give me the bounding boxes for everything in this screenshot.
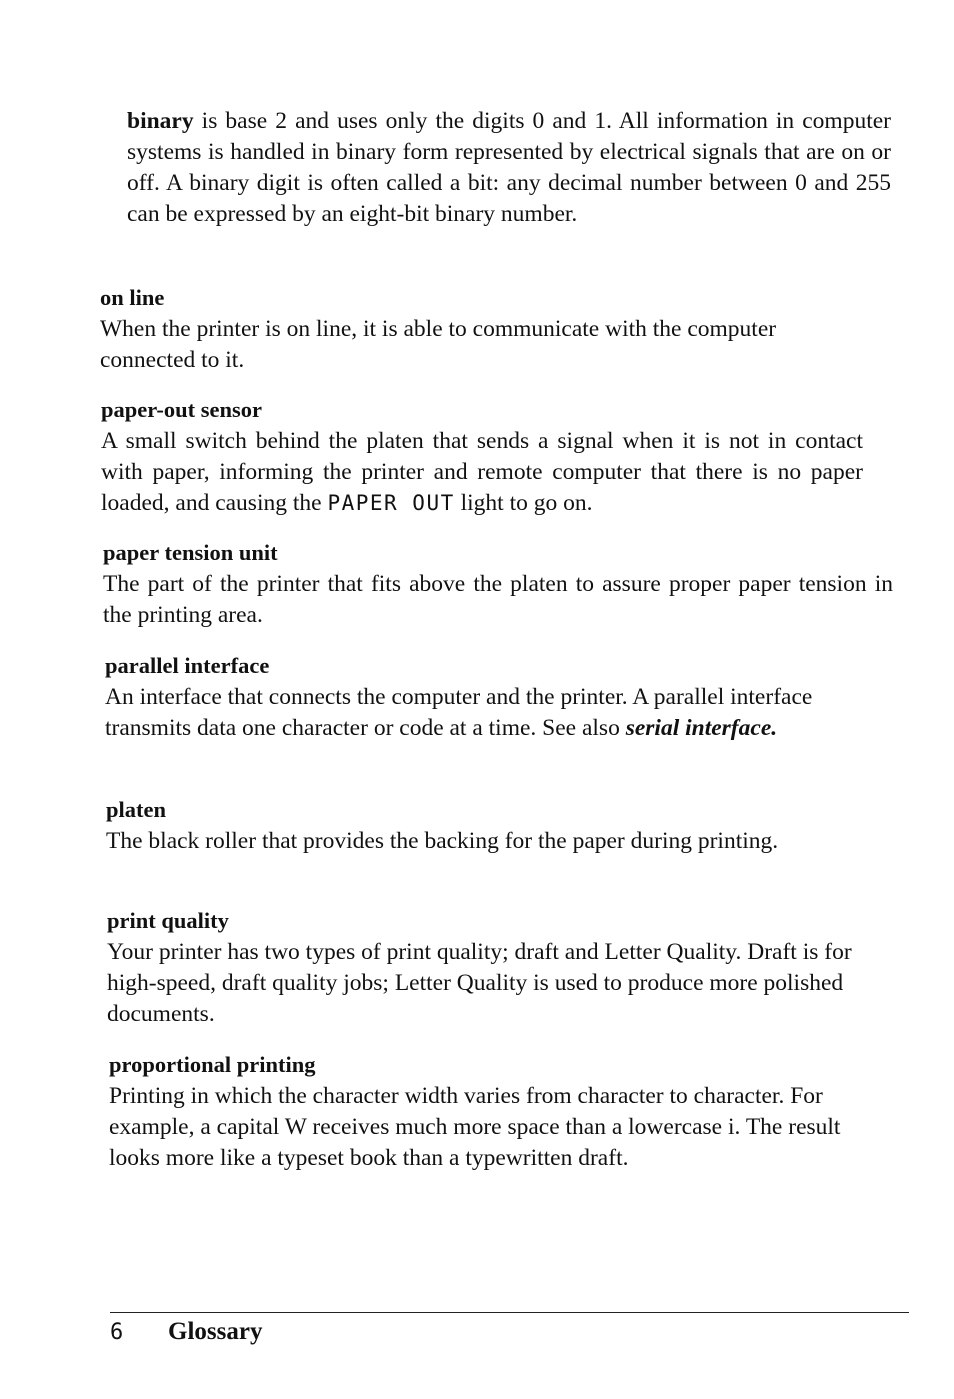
paper-out-light-label: PAPER OUT xyxy=(327,491,455,515)
entry-definition xyxy=(101,426,863,519)
entry-definition: The part of the printer that fits above the platen to assure proper paper tension in the printing area. xyxy=(103,571,893,628)
binary-entry-continuation xyxy=(127,106,891,230)
definition-text: light to go on. xyxy=(454,490,593,516)
glossary-entry-paper-out-sensor xyxy=(101,396,863,519)
glossary-entry-print-quality xyxy=(107,907,877,1030)
entry-definition: The black roller that provides the backing for the paper during printing. xyxy=(106,828,779,854)
entry-definition: Your printer has two types of print quality; draft and Letter Quality. Draft is for high-speed, draft quality jobs; Letter Quality is used to produce more polished documents. xyxy=(107,939,852,1027)
entry-term: parallel interface xyxy=(105,653,270,678)
glossary-entry-on-line xyxy=(100,284,800,376)
glossary-entry-parallel-interface xyxy=(105,652,887,744)
definition-text: An interface that connects the computer and the printer. A parallel interface transmits data one character or code at a time. See also xyxy=(105,684,813,741)
section-title: Glossary xyxy=(168,1318,263,1345)
see-also-reference: serial interface. xyxy=(625,715,778,741)
glossary-entry-proportional-printing xyxy=(109,1051,884,1174)
entry-term: print quality xyxy=(107,908,229,933)
entry-definition: Printing in which the character width varies from character to character. For example, a capital W receives much more space than a lowercase i. The result looks more like a typeset book than a typewritten draft. xyxy=(109,1083,841,1171)
entry-term: proportional printing xyxy=(109,1052,316,1077)
definition-text: A small switch behind the platen that sends a signal when it is not in contact with paper, informing the printer and remote computer that there is no paper loaded, and causing the xyxy=(101,428,863,516)
footer-divider xyxy=(110,1312,909,1313)
binary-definition: is base 2 and uses only the digits 0 and 1. All information in computer systems is handled in binary form represented by electrical signals that are on or off. A binary digit is often called a bit: any decimal number between 0 and 255 can be expressed by an eight-bit binary number. xyxy=(127,108,891,227)
page-number: 6 xyxy=(110,1320,124,1345)
entry-definition xyxy=(105,682,887,744)
entry-definition: When the printer is on line, it is able to communicate with the computer connected to it. xyxy=(100,316,777,373)
glossary-entry-paper-tension-unit xyxy=(103,539,893,631)
page-footer xyxy=(110,1316,262,1349)
entry-term: paper tension unit xyxy=(103,540,278,565)
entry-term: on line xyxy=(100,285,165,310)
entry-term: paper-out sensor xyxy=(101,397,263,422)
binary-term: binary xyxy=(127,108,194,134)
entry-term: platen xyxy=(106,797,167,822)
glossary-entry-platen xyxy=(106,796,826,857)
